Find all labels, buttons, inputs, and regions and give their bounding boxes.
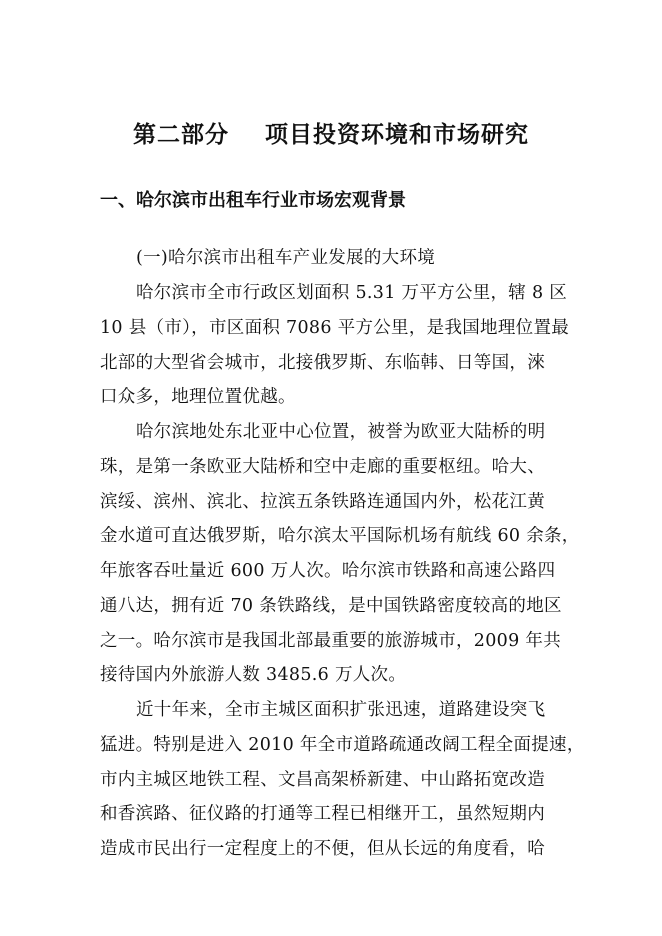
text-line: 滨绥、滨州、滨北、拉滨五条铁路连通国内外，松花江黄 bbox=[100, 492, 545, 512]
subheading: (一)哈尔滨市出租车产业发展的大环境 bbox=[136, 248, 436, 268]
text-line: 之一。哈尔滨市是我国北部最重要的旅游城市，2009 年共 bbox=[100, 631, 561, 651]
text-line: 哈尔滨市全市行政区划面积 5.31 万平方公里，辖 8 区 bbox=[136, 283, 568, 303]
page-title: 第二部分 项目投资环境和市场研究 bbox=[132, 121, 530, 148]
section-heading: 一、哈尔滨市出租车行业市场宏观背景 bbox=[100, 190, 406, 211]
text-line: 口众多，地理位置优越。 bbox=[100, 387, 296, 407]
text-line: 金水道可直达俄罗斯，哈尔滨太平国际机场有航线 60 余条， bbox=[100, 526, 580, 546]
text-line: 市内主城区地铁工程、文昌高架桥新建、中山路拓宽改造 bbox=[100, 770, 545, 790]
text-line: 哈尔滨地处东北亚中心位置，被誉为欧亚大陆桥的明 bbox=[136, 422, 546, 442]
text-line: 接待国内外旅游人数 3485.6 万人次。 bbox=[100, 665, 407, 685]
text-line: 通八达，拥有近 70 条铁路线，是中国铁路密度较高的地区 bbox=[100, 596, 562, 616]
text-line: 猛进。特别是进入 2010 年全市道路疏通改阔工程全面提速， bbox=[100, 735, 585, 755]
text-line: 年旅客吞吐量近 600 万人次。哈尔滨市铁路和高速公路四 bbox=[100, 561, 556, 581]
text-line: 造成市民出行一定程度上的不便，但从长远的角度看，哈 bbox=[100, 839, 545, 859]
text-line: 北部的大型省会城市，北接俄罗斯、东临韩、日等国，淶 bbox=[100, 353, 545, 373]
text-line: 近十年来，全市主城区面积扩张迅速，道路建设突飞 bbox=[136, 700, 546, 720]
text-line: 珠，是第一条欧亚大陆桥和空中走廊的重要枢纽。哈大、 bbox=[100, 457, 545, 477]
text-line: 10 县（市），市区面积 7086 平方公里，是我国地理位置最 bbox=[100, 318, 570, 338]
text-line: 和香滨路、征仪路的打通等工程已相继开工，虽然短期内 bbox=[100, 804, 545, 824]
